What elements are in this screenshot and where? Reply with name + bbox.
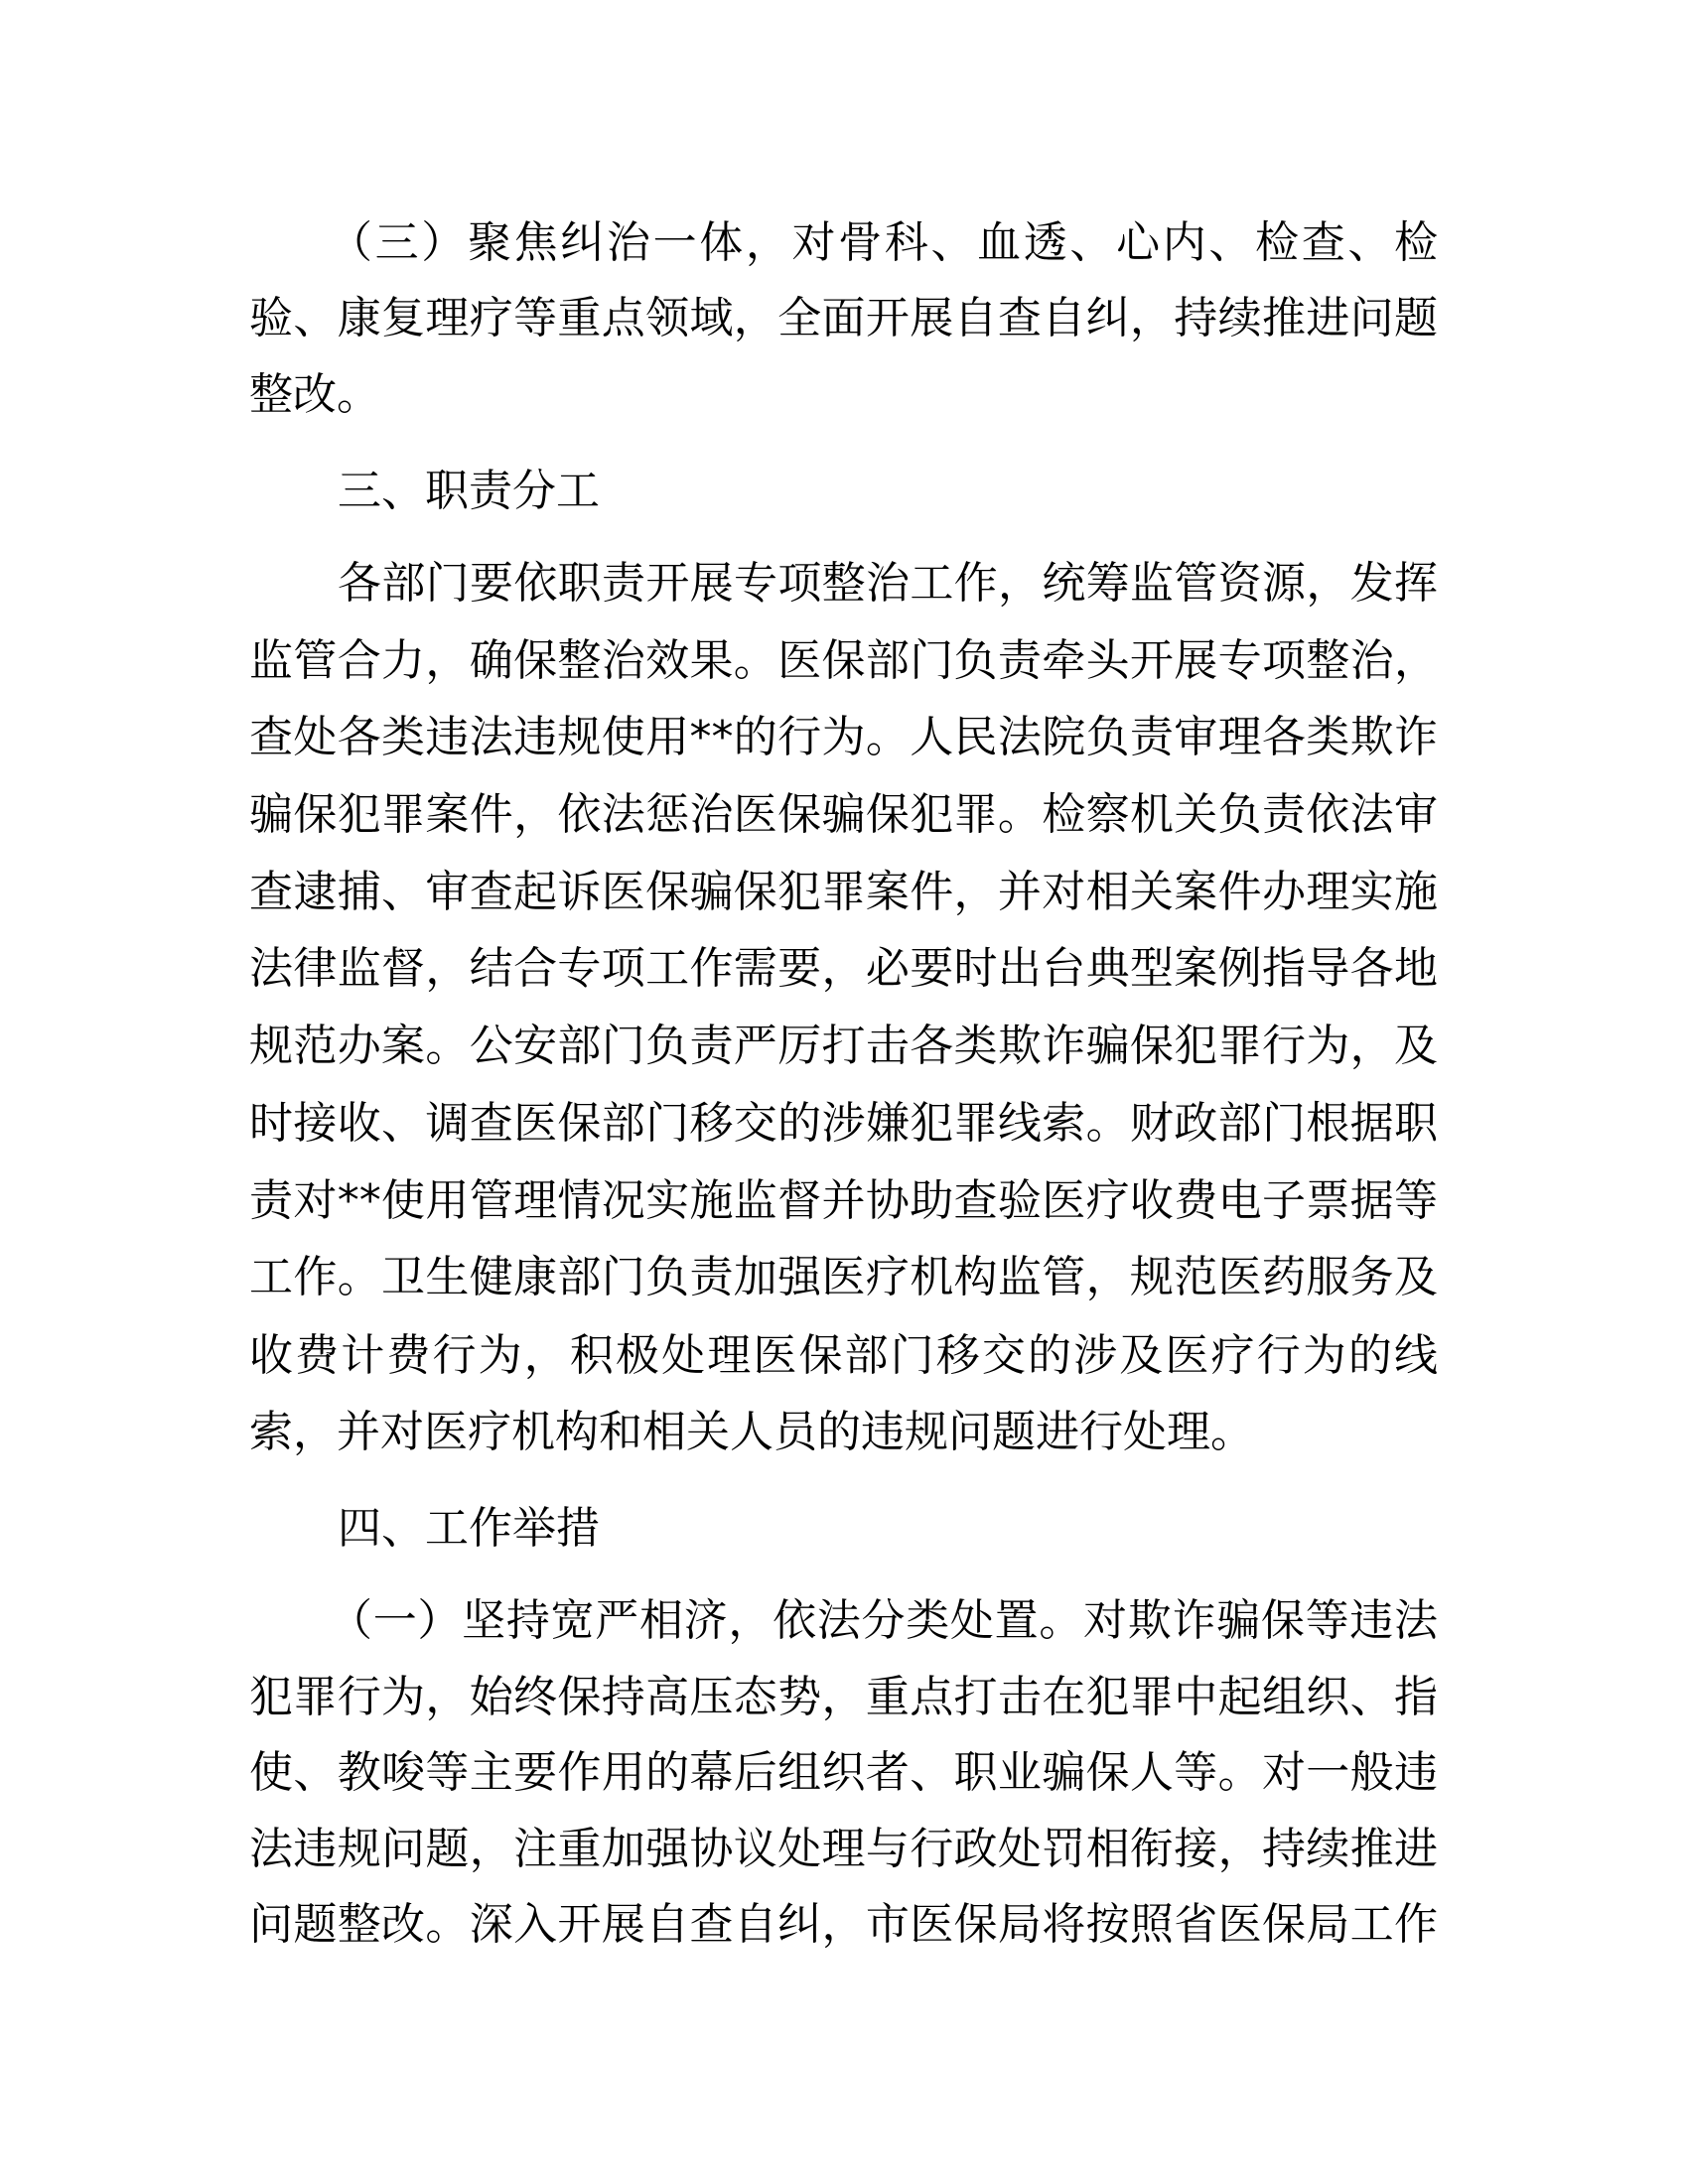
- text-line: 查逮捕、审查起诉医保骗保犯罪案件，并对相关案件办理实施: [249, 867, 1438, 917]
- text-line: （三）聚焦纠治一体，对骨科、血透、心内、检查、检: [329, 217, 1438, 268]
- text-line: 时接收、调查医保部门移交的涉嫌犯罪线索。财政部门根据职: [249, 1098, 1438, 1149]
- text-line: 收费计费行为，积极处理医保部门移交的涉及医疗行为的线: [249, 1330, 1438, 1381]
- text-line: 法律监督，结合专项工作需要，必要时出台典型案例指导各地: [249, 943, 1438, 994]
- text-line: 监管合力，确保整治效果。医保部门负责牵头开展专项整治，: [249, 635, 1438, 686]
- text-line: （一）坚持宽严相济，依法分类处置。对欺诈骗保等违法: [329, 1595, 1438, 1646]
- heading-responsibilities: 三、职责分工: [338, 466, 600, 516]
- text-line: 索，并对医疗机构和相关人员的违规问题进行处理。: [249, 1407, 1254, 1457]
- text-line: 工作。卫生健康部门负责加强医疗机构监管，规范医药服务及: [249, 1252, 1438, 1302]
- text-line: 验、康复理疗等重点领域，全面开展自查自纠，持续推进问题: [249, 293, 1438, 343]
- text-line: 查处各类违法违规使用**的行为。人民法院负责审理各类欺诈: [249, 712, 1438, 762]
- text-line: 各部门要依职责开展专项整治工作，统筹监管资源，发挥: [338, 558, 1438, 609]
- text-line: 骗保犯罪案件，依法惩治医保骗保犯罪。检察机关负责依法审: [249, 789, 1438, 840]
- text-line: 问题整改。深入开展自查自纠，市医保局将按照省医保局工作: [249, 1899, 1438, 1950]
- text-line: 责对**使用管理情况实施监督并协助查验医疗收费电子票据等: [249, 1175, 1438, 1226]
- text-line: 规范办案。公安部门负责严厉打击各类欺诈骗保犯罪行为，及: [249, 1021, 1438, 1071]
- text-line: 整改。: [249, 369, 380, 420]
- text-line: 使、教唆等主要作用的幕后组织者、职业骗保人等。对一般违: [249, 1747, 1438, 1798]
- text-line: 犯罪行为，始终保持高压态势，重点打击在犯罪中起组织、指: [249, 1672, 1438, 1722]
- heading-work-measures: 四、工作举措: [338, 1503, 600, 1554]
- text-line: 法违规问题，注重加强协议处理与行政处罚相衔接，持续推进: [249, 1824, 1438, 1874]
